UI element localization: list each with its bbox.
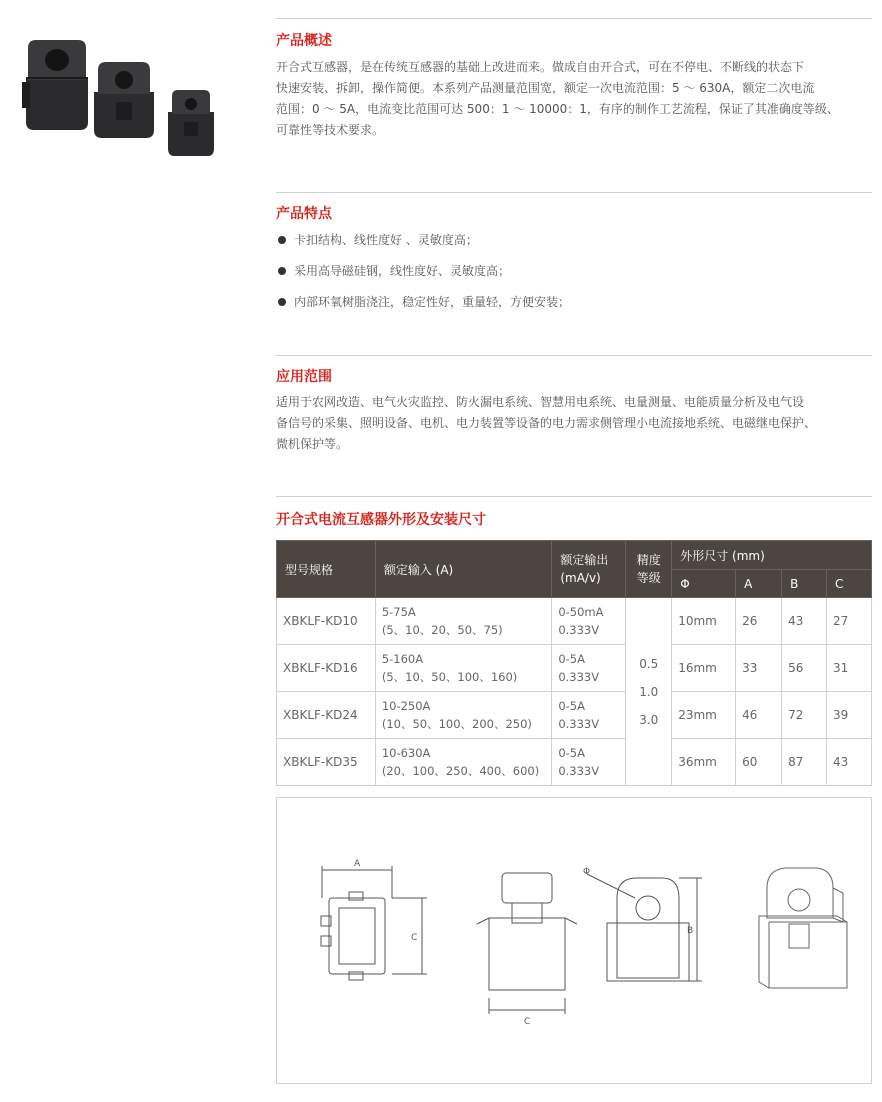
c-cell: 43 [827,739,872,786]
overview-line: 快速安装、拆卸，操作简便。本系列产品测量范围宽，额定一次电流范围：5 ～ 630A，额定二次电流 [276,81,815,95]
table-row [277,598,872,645]
header-output: 额定输出 (mA/v) [552,541,626,598]
label-b: B [687,926,694,936]
a-cell: 46 [736,692,782,739]
table-row [277,645,872,692]
overview-line: 可靠性等技术要求。 [276,123,385,137]
input-cell: 10-250A (10、50、100、200、250) [375,692,552,739]
b-cell: 43 [782,598,827,645]
phi-cell: 16mm [672,645,736,692]
spec-table [276,540,872,786]
bullet-icon [278,236,286,244]
label-c: C [411,933,418,943]
application-line: 备信号的采集、照明设备、电机、电力装置等设备的电力需求侧管理小电流接地系统、电磁继电保护、 [276,416,817,430]
grade-cell: 0.5 1.0 3.0 [626,598,672,786]
b-cell: 87 [782,739,827,786]
divider [276,355,872,356]
header-grade: 精度 等级 [626,541,672,598]
c-cell: 31 [827,645,872,692]
c-cell: 27 [827,598,872,645]
feature-text: 卡扣结构、线性度好 、灵敏度高； [294,233,478,247]
feature-item [276,263,872,294]
front-view-drawing [583,867,702,981]
application-section [276,355,872,455]
overview-line: 开合式互感器，是在传统互感器的基础上改进而来。做成自由开合式，可在不停电、不断线的状态下 [276,60,805,74]
feature-item [276,232,872,263]
application-line: 微机保护等。 [276,437,349,451]
header-phi: Φ [672,570,736,598]
a-cell: 33 [736,645,782,692]
small-transformer-image [168,90,214,156]
phi-cell: 23mm [672,692,736,739]
input-cell: 5-160A (5、10、50、100、160) [375,645,552,692]
side-view-drawing [477,873,577,1027]
c-cell: 39 [827,692,872,739]
feature-text: 内部环氧树脂浇注，稳定性好，重量轻，方便安装； [294,295,571,309]
bullet-icon [278,298,286,306]
output-cell: 0-5A 0.333V [552,692,626,739]
phi-cell: 10mm [672,598,736,645]
header-model: 型号规格 [277,541,376,598]
application-line: 适用于农网改造、电气火灾监控、防火漏电系统、智慧用电系统、电量测量、电能质量分析及电气设 [276,395,805,409]
perspective-view-drawing [759,868,847,988]
header-c: C [827,570,872,598]
large-transformer-image [22,40,88,130]
table-row [277,692,872,739]
top-view-drawing [321,859,427,980]
header-dims: 外形尺寸 (mm) [672,541,872,570]
input-cell: 5-75A (5、10、20、50、75) [375,598,552,645]
feature-item [276,294,872,325]
overview-section [276,18,872,141]
model-cell: XBKLF-KD16 [277,645,376,692]
label-phi: Φ [583,867,591,877]
product-photo [18,30,218,170]
output-cell: 0-5A 0.333V [552,739,626,786]
label-a: A [354,859,361,869]
divider [276,18,872,19]
output-cell: 0-50mA 0.333V [552,598,626,645]
header-a: A [736,570,782,598]
model-cell: XBKLF-KD10 [277,598,376,645]
dimension-drawing-panel [276,797,872,1084]
label-c2: C [524,1017,531,1027]
header-input: 额定输入 (A) [375,541,552,598]
b-cell: 56 [782,645,827,692]
b-cell: 72 [782,692,827,739]
table-title: 开合式电流互感器外形及安装尺寸 [276,512,486,528]
feature-text: 采用高导磁硅钢，线性度好、灵敏度高； [294,264,511,278]
overview-title: 产品概述 [276,33,332,49]
model-cell: XBKLF-KD24 [277,692,376,739]
divider [276,496,872,497]
table-section-header [276,496,872,529]
a-cell: 60 [736,739,782,786]
medium-transformer-image [94,62,154,138]
input-cell: 10-630A (20、100、250、400、600) [375,739,552,786]
divider [276,192,872,193]
features-section [276,192,872,325]
table-row [277,739,872,786]
features-title: 产品特点 [276,206,332,222]
dimension-drawings [277,798,871,1083]
bullet-icon [278,267,286,275]
phi-cell: 36mm [672,739,736,786]
overview-line: 范围：0 ～ 5A，电流变比范围可达 500：1 ～ 10000：1，有序的制作工艺流程，保证了其准确度等级、 [276,102,839,116]
a-cell: 26 [736,598,782,645]
header-b: B [782,570,827,598]
model-cell: XBKLF-KD35 [277,739,376,786]
application-title: 应用范围 [276,369,332,385]
output-cell: 0-5A 0.333V [552,645,626,692]
